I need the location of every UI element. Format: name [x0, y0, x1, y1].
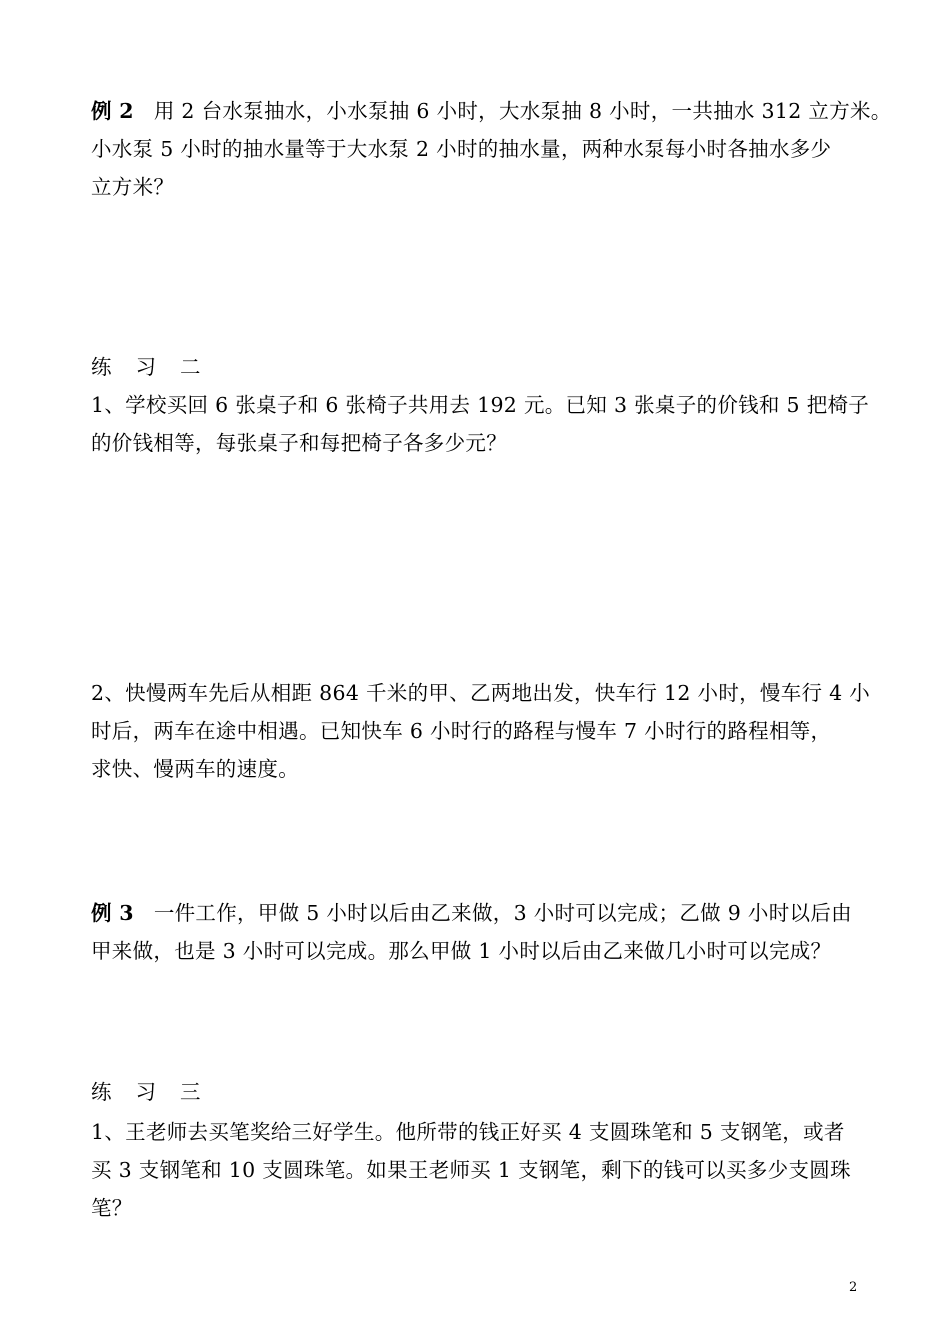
practice-3-q1-line-3: 笔？ [91, 1196, 133, 1220]
page-number: 2 [849, 1280, 858, 1295]
practice-2-question-2 [91, 674, 881, 788]
practice-3-q1-line-1: 1、王老师去买笔奖给三好学生。他所带的钱正好买 4 支圆珠笔和 5 支钢笔，或者 [91, 1120, 845, 1144]
practice-2-question-1 [91, 386, 881, 462]
example-3 [91, 894, 881, 970]
example-2-text-1: 用 2 台水泵抽水，小水泵抽 6 小时，大水泵抽 8 小时，一共抽水 312 立方米。 [153, 99, 892, 123]
example-3-text-1: 一件工作，甲做 5 小时以后由乙来做，3 小时可以完成；乙做 9 小时以后由 [153, 901, 852, 925]
example-3-line-1 [91, 894, 881, 932]
example-2-label: 例 2 [91, 99, 134, 123]
practice-2-q1-line-1: 1、学校买回 6 张桌子和 6 张椅子共用去 192 元。已知 3 张桌子的价钱和 5 把椅子 [91, 393, 870, 417]
example-2-line-3: 立方米？ [91, 175, 175, 199]
practice-2-q2-line-2: 时后，两车在途中相遇。已知快车 6 小时行的路程与慢车 7 小时行的路程相等， [91, 719, 832, 743]
practice-2-q2-line-3: 求快、慢两车的速度。 [91, 757, 299, 781]
example-2 [91, 92, 892, 206]
example-3-line-2: 甲来做，也是 3 小时可以完成。那么甲做 1 小时以后由乙来做几小时可以完成？ [91, 939, 832, 963]
practice-2-title: 练习二 [91, 355, 225, 379]
example-2-line-1 [91, 92, 892, 130]
example-2-line-2: 小水泵 5 小时的抽水量等于大水泵 2 小时的抽水量，两种水泵每小时各抽水多少 [91, 137, 832, 161]
practice-2-q1-line-2: 的价钱相等，每张桌子和每把椅子各多少元？ [91, 431, 507, 455]
practice-3-question-1 [91, 1113, 881, 1227]
practice-3-title: 练习三 [91, 1080, 225, 1104]
practice-2-q2-line-1: 2、快慢两车先后从相距 864 千米的甲、乙两地出发，快车行 12 小时，慢车行 4 小 [91, 681, 871, 705]
example-3-label: 例 3 [91, 901, 134, 925]
practice-3-q1-line-2: 买 3 支钢笔和 10 支圆珠笔。如果王老师买 1 支钢笔，剩下的钱可以买多少支圆珠 [91, 1158, 851, 1182]
